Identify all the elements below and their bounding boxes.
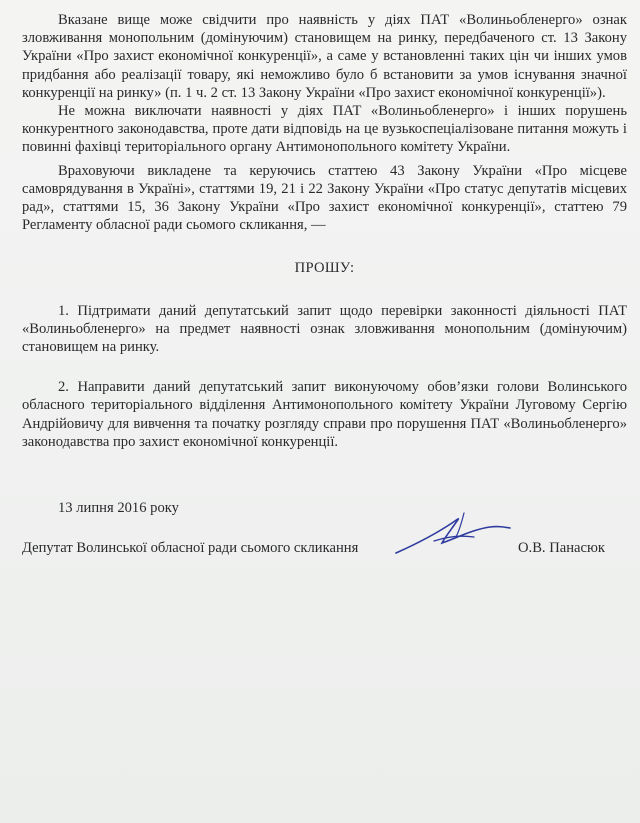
signature-title: Депутат Волинської обласної ради сьомого скликання	[22, 540, 359, 557]
request-item-1: 1. Підтримати даний депутатський запит щодо перевірки законності діяльності ПАТ «Волиньобленерго» на предмет наявності ознак зловживання монопольним (домінуючим) становищем на ринку.	[22, 302, 627, 356]
request-heading: ПРОШУ:	[294, 260, 355, 277]
signature-name: О.В. Панасюк	[518, 540, 605, 557]
handwritten-signature	[394, 511, 514, 557]
document-body	[22, 11, 627, 577]
paragraph-3: Враховуючи викладене та керуючись статтею 43 Закону України «Про місцеве самоврядування в Україні», статтями 19, 21 і 22 Закону України «Про статус депутатів місцевих рад», статтями 15, 36 Закону України «Про захист економічної конкуренції», статтею 79 Регламенту обласної ради сьомого скликання, —	[22, 162, 627, 234]
paragraph-1: Вказане вище може свідчити про наявність у діях ПАТ «Волиньобленерго» ознак зловживання монопольним (домінуючим) становищем на ринку, передбаченого ст. 13 Закону України «Про захист економічної конкуренції», а саме у встановленні таких цін чи інших умов придбання або реалізації товару, які неможливо було б встановити за умов існування значної конкуренції на ринку» (п. 1 ч. 2 ст. 13 Закону України «Про захист економічної конкуренції»).	[22, 12, 627, 101]
signature-block	[22, 537, 627, 577]
paragraph-2: Не можна виключати наявності у діях ПАТ «Волиньобленерго» і інших порушень конкурентного законодавства, проте дати відповідь на це вузькоспеціалізоване питання можуть і повинні фахівці територіального органу Антимонопольного комітету України.	[22, 103, 627, 156]
document-date: 13 липня 2016 року	[58, 500, 179, 517]
request-item-2: 2. Направити даний депутатський запит виконуючому обов’язки голови Волинського обласного територіального відділення Антимонопольного комітету України Луговому Сергію Андрійовичу для вивчення та початку розгляду справи про порушення ПАТ «Волиньобленерго» законодавства про захист економічної конкуренції.	[22, 379, 627, 450]
